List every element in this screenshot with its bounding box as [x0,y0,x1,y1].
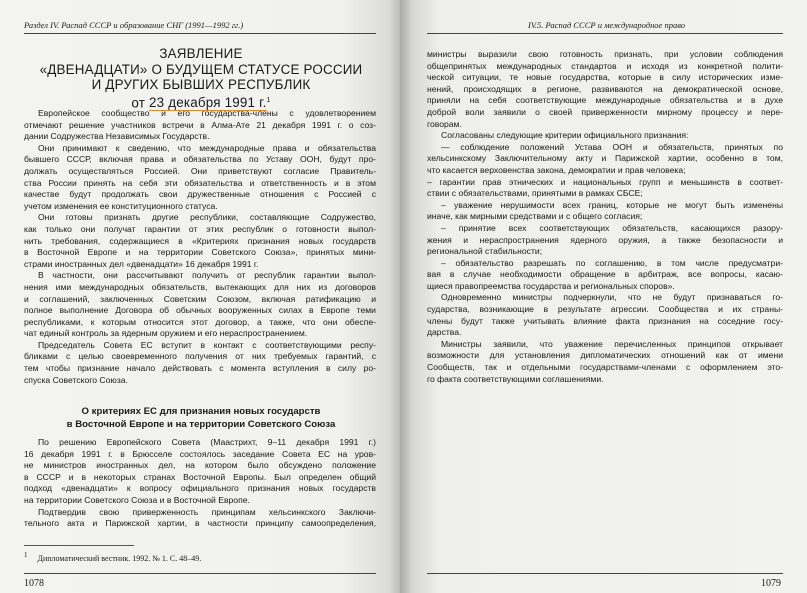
body-line: Одновременно министры подчеркнули, что не будут признаваться го- [441,292,783,303]
body-line: Подтвердив свою приверженность принципам хельсинкского Заключи- [38,506,376,517]
body-line: ства России принять на себя эти обязательства и ответственность и в этом [24,177,376,188]
body-line: дании Содружества Независимых Государств. [24,131,210,142]
body-line: нений, происходящих в регионе, развиваются на демократической основе, [427,83,783,94]
body-line: доброй воли заявили о своей приверженности мирному процессу и пере- [427,106,783,117]
body-line: Европейское сообщество и его государства-члены с удовлетворением [38,108,376,118]
body-line: министры выразили свою готовность признать, при условии соблюдения [427,49,783,59]
subtitle-line-2: в Восточной Европе и на территории Советского Союза [66,418,336,430]
body-line: как только они получат гарантии от этих республик о готовности выпол- [24,223,376,234]
body-line: чат единый контроль за ядерным оружием и его нераспространением. [24,328,308,339]
body-line: спуска Советского Союза. [24,374,128,385]
body-line: региональной стабильности; [427,246,543,257]
body-line: члены будут также учитывать влияние факта признания на соседние госу- [427,315,783,326]
body-line: – принятие всех соответствующих обязательств, касающихся разору- [441,222,783,233]
body-line: го факта соответствующими соглашениями. [427,373,604,384]
left-page [0,0,400,593]
body-line: говорам. [427,118,462,129]
body-line: должать осуществляться Россией. Они приветствуют согласие Правитель- [24,165,376,176]
body-line: Они готовы признать другие республики, составляющие Содружество, [38,212,376,223]
body-line: бывшего СССР, включая права и обязательства по Уставу ООН, будут про- [24,154,376,165]
title-line-1: ЗАЯВЛЕНИЕ [159,46,243,61]
title-line-2: «ДВЕНАДЦАТИ» О БУДУЩЕМ СТАТУСЕ РОССИИ [39,61,363,77]
body-line: общепринятых международных стандартов и исходя из конкретной полити- [427,60,783,71]
body-line: страми иностранных дел «двенадцати» 16 декабря 1991 г. [24,258,259,269]
body-line: ствии с обязательствами, принятыми в рамках СБСЕ; [427,188,643,199]
body-line: нения ими международных обязательств, вытекающих для них из договоров [24,281,376,292]
body-line: Министры заявили, что уважение перечисленных принципов открывает [441,338,783,349]
page-number-right: 1079 [761,578,781,589]
body-line: В частности, они рассчитывают получить от республик гарантии выпол- [38,270,376,281]
body-line: и соглашений, заключенных Советским Союзом, включая ратификацию и [24,293,376,304]
body-line: в СССР и в некоторых странах Восточной Европы. Был определен общий [24,471,376,482]
body-line: вая в случае необходимости обращение в арбитраж, все вопросы, касаю- [427,269,783,280]
body-line: на территории Советского Союза и в Восточной Европе. [24,494,250,505]
footnote-marker: 1 [24,551,28,559]
body-line: Согласованы следующие критерии официального признания: [441,130,689,141]
body-line: Сообществ, так и отдельными государствами-членами с оформлением это- [427,362,783,373]
running-head-left: Раздел IV. Распад СССР и образование СНГ (1991—1992 гг.) [24,20,244,30]
body-line: нить требования, содержащиеся в «Критериях признания новых государств [24,235,376,246]
section-subtitle [26,406,376,431]
footnote-rule [24,545,134,546]
body-line: — соблюдение положений Устава ООН и обязательств, принятых по [441,141,783,152]
body-line: дарства. [427,327,462,338]
body-line: ческой ситуации, те новые государства, которые в силу исторических изме- [427,72,783,83]
body-line: что касается верховенства закона, демократии и прав человека; [427,164,686,175]
running-head-right: IV.5. Распад СССР и международное право [528,20,686,30]
footnote [24,551,201,563]
subtitle-line-1: О критериях ЕС для признания новых государств [81,406,321,417]
body-line: бликами с целью своевременного получения от них требуемых гарантий, с [24,351,376,362]
body-line: в Восточной Европе и на территории Советского Союза», принятых мини- [24,247,376,258]
body-line: тельного акта и Парижской хартии, в частности принципу самоопределения, [24,518,376,529]
body-line: учетом изменения ее конституционного статуса. [24,200,218,211]
header-rule-right [427,33,783,34]
statement-title [26,46,376,110]
body-line: Они принимают к сведению, что международные права и обязательства [38,142,376,153]
body-line: полное выполнение Договора об обычных вооруженных силах в Европе теми [24,305,376,316]
body-line: Председатель Совета ЕС вступит в контакт с соответствующими респу- [38,339,376,350]
statement-body [24,108,376,386]
body-line: – обязательство разрешать по соглашению, в том числе предусматри- [441,257,783,268]
footnote-text: Дипломатический вестник. 1992. № 1. С. 48–49. [37,553,202,563]
body-line: качестве будут продолжать свои дружественные отношения с Россией с [24,189,376,200]
body-line: приняли на себя соответствующие международные обязательства и в духе [427,95,783,106]
footer-rule-right [427,573,783,574]
body-line: – уважение нерушимости всех границ, которые не могут быть изменены [441,199,783,210]
body-line: подход «двенадцати» к вопросу официального признания новых государств [24,483,376,494]
body-line: тем чтобы признание начало действовать с момента вступления в силу ро- [24,363,376,374]
body-line: жения и нераспространения ядерного оружия, а также безопасности и [427,234,783,245]
body-line: щиеся правопреемства государства и региональных споров». [427,280,675,291]
page-number-left: 1078 [24,578,44,589]
title-date: 23 декабря 1991 г. [149,94,267,110]
title-footnote-marker: 1 [266,96,271,104]
body-line: иначе, как мирными средствами и с общего согласия; [427,211,643,222]
footer-rule-left [24,573,376,574]
body-line: отмечают решение участников встречи в Алма-Ате 21 декабря 1991 г. о соз- [24,119,376,130]
body-line: не министров иностранных дел, на котором было обсуждено положение [24,460,376,471]
body-line: хельсинкскому Заключительному акту и Парижской хартии, особенно в том, [427,153,783,164]
criteria-body [24,437,376,530]
body-line: 16 декабря 1991 г. в Брюсселе состоялось заседание Совета ЕС на уров- [24,448,376,459]
body-line: По решению Европейского Совета (Маастрихт, 9–11 декабря 1991 г.) [38,437,376,447]
body-line: сударства, возникающие в результате агрессии. Сообщества и их страны- [427,304,783,315]
header-rule-left [24,33,376,34]
body-line: – гарантии прав этнических и национальных групп и меньшинств в соответ- [427,176,783,187]
right-page-body [427,49,783,385]
body-line: республиками, к которым относится этот договор, а также, что они обеспе- [24,316,376,327]
title-date-prefix: от [131,94,146,110]
body-line: возможности для установления дипломатических отношений как от имени [427,350,783,361]
title-line-3: И ДРУГИХ БЫВШИХ РЕСПУБЛИК [91,77,311,92]
